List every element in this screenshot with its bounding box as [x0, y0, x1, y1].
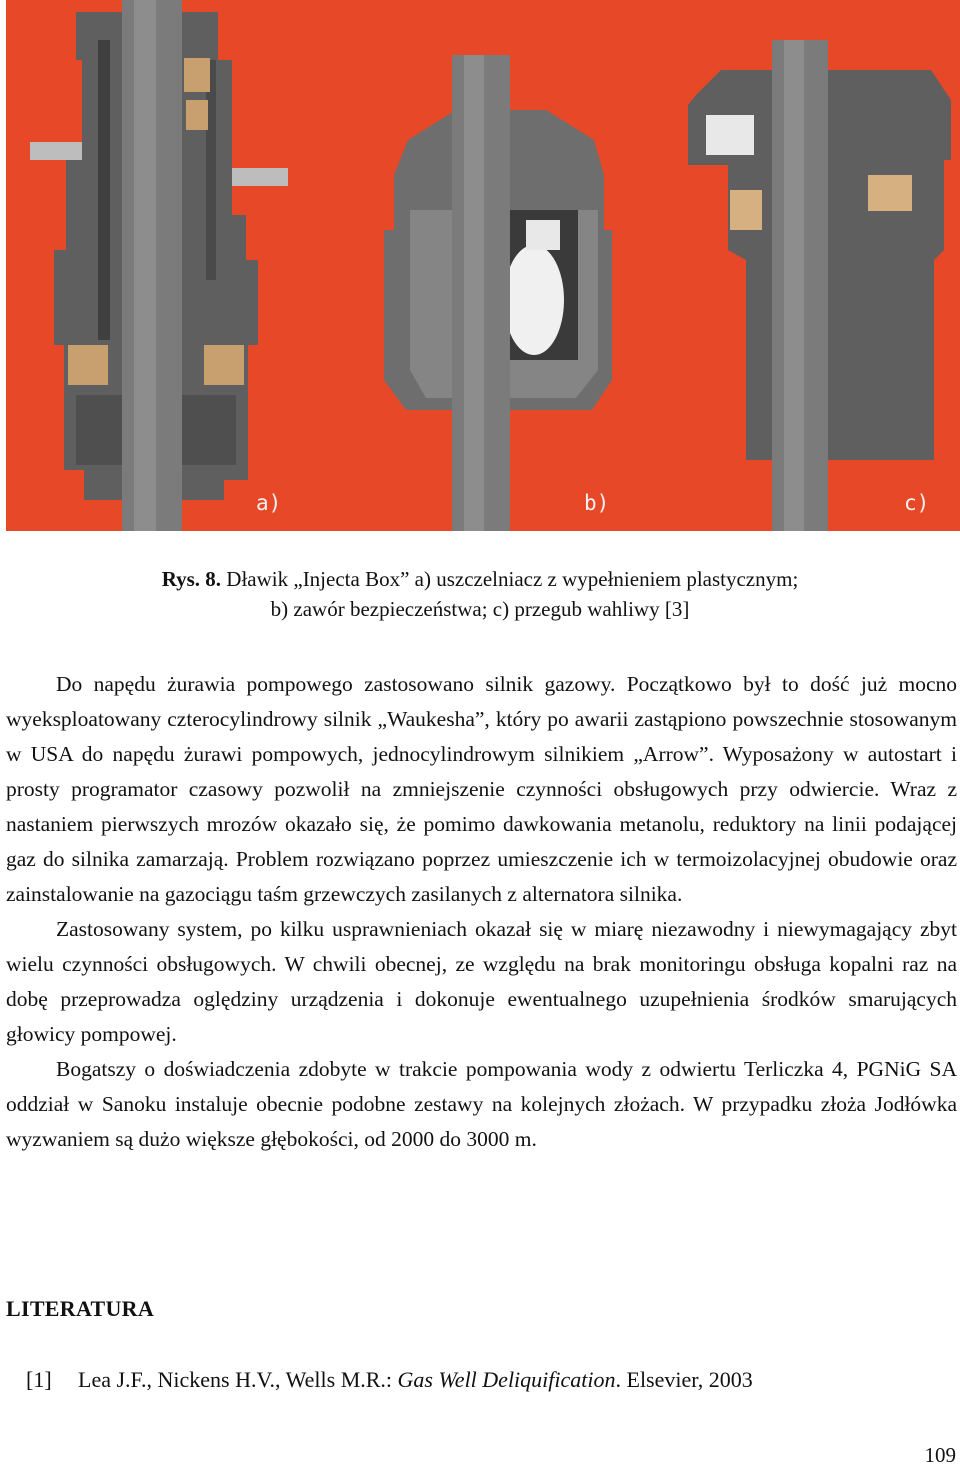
- figure-caption-line-2: b) zawór bezpieczeństwa; c) przegub wahliwy [3]: [270, 597, 690, 621]
- reference-publisher: . Elsevier, 2003: [615, 1367, 753, 1392]
- figure-injecta-box: [6, 0, 960, 531]
- figure-caption-label: Rys. 8.: [161, 567, 222, 591]
- figure-caption-line-1: [0, 564, 960, 594]
- page-number: 109: [924, 1443, 956, 1467]
- figure-caption-text-1: Dławik „Injecta Box” a) uszczelniacz z wypełnieniem plastycznym;: [226, 567, 799, 591]
- panel-label-a: a): [256, 491, 282, 515]
- reference-title: Gas Well Deliquification: [397, 1367, 616, 1392]
- reference-number: [1]: [26, 1367, 52, 1392]
- paragraph-3: Bogatszy o doświadczenia zdobyte w trakcie pompowania wody z odwiertu Terliczka 4, PGNiG SA oddział w Sanoku instaluje obecnie podobne zestawy na kolejnych złożach. W przypadku złoża Jodłówka wyzwaniem są dużo większe głębokości, od 2000 do 3000 m.: [6, 1057, 957, 1151]
- panel-label-c: c): [904, 491, 930, 515]
- body-text: [6, 667, 957, 1157]
- literature-heading: LITERATURA: [6, 1296, 155, 1321]
- paragraph-1: Do napędu żurawia pompowego zastosowano silnik gazowy. Początkowo był to dość już mocno wyeksploatowany czterocylindrowy silnik „Waukesha”, który po awarii zastąpiono powszechnie stosowanym w USA do napędu żurawi pompowych, jednocylindrowym silnikiem „Arrow”. Wyposażony w autostart i prosty programator czasowy pozwolił na zmniejszenie czynności obsługowych przy odwiercie. Wraz z nastaniem pierwszych mrozów okazało się, że pomimo dawkowania metanolu, reduktory na linii podającej gaz do silnika zamarzają. Problem rozwiązano poprzez umieszczenie ich w termoizolacyjnej obudowie oraz zainstalowanie na gazociągu taśm grzewczych zasilanych z alternatora silnika.: [6, 672, 957, 906]
- reference-item: [26, 1367, 753, 1393]
- paragraph-2: Zastosowany system, po kilku usprawnieniach okazał się w miarę niezawodny i niewymagający zbyt wielu czynności obsługowych. W chwili obecnej, ze względu na brak monitoringu obsługa kopalni raz na dobę przeprowadza oględziny urządzenia i dokonuje ewentualnego uzupełnienia środków smarujących głowicy pompowej.: [6, 917, 957, 1046]
- reference-authors: Lea J.F., Nickens H.V., Wells M.R.:: [78, 1367, 393, 1392]
- panel-label-b: b): [584, 491, 610, 515]
